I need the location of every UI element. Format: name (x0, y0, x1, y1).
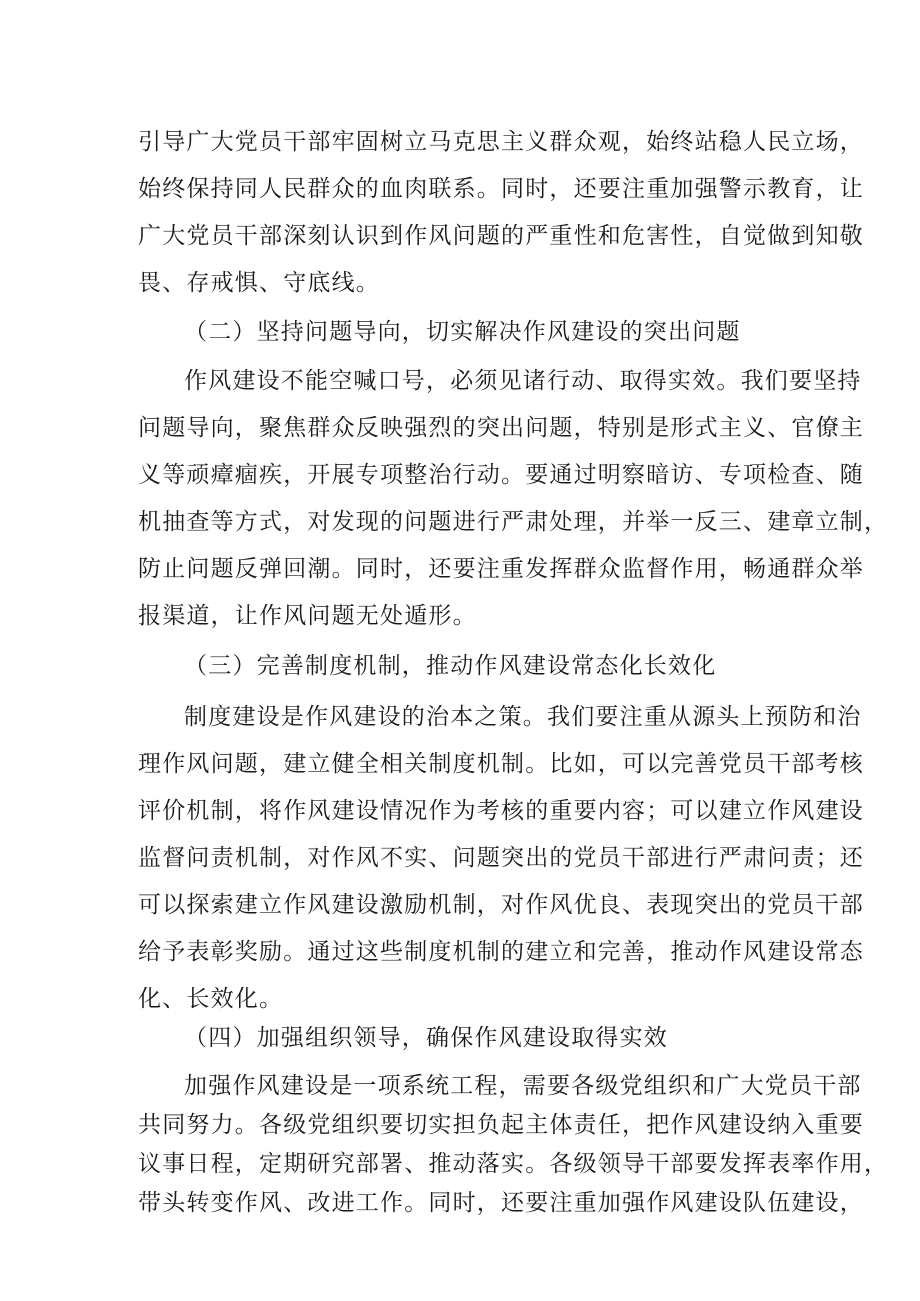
paragraph-3-line-3: 评价机制，将作风建设情况作为考核的重要内容；可以建立作风建设 (138, 798, 864, 824)
paragraph-3-line-6: 给予表彰奖励。通过这些制度机制的建立和完善，推动作风建设常态 (138, 939, 864, 965)
paragraph-2-line-1: 作风建设不能空喊口号，必须见诸行动、取得实效。我们要坚持 (184, 368, 862, 394)
paragraph-2-line-5: 防止问题反弹回潮。同时，还要注重发挥群众监督作用，畅通群众举 (138, 556, 864, 582)
paragraph-2-line-3: 义等顽瘴痼疾，开展专项整治行动。要通过明察暗访、专项检查、随 (138, 462, 864, 488)
section-heading-2: （二）坚持问题导向，切实解决作风建设的突出问题 (184, 319, 741, 345)
paragraph-1-line-3: 广大党员干部深刻认识到作风问题的严重性和危害性，自觉做到知敬 (138, 223, 864, 249)
paragraph-3-line-4: 监督问责机制，对作风不实、问题突出的党员干部进行严肃问责；还 (138, 845, 864, 871)
section-heading-4: （四）加强组织领导，确保作风建设取得实效 (184, 1025, 668, 1051)
paragraph-4-line-3: 议事日程，定期研究部署、推动落实。各级领导干部要发挥表率作用， (138, 1151, 889, 1177)
paragraph-1-line-4: 畏、存戒惧、守底线。 (138, 270, 380, 296)
paragraph-3-line-7: 化、长效化。 (138, 986, 284, 1012)
paragraph-2-line-2: 问题导向，聚焦群众反映强烈的突出问题，特别是形式主义、官僚主 (138, 415, 864, 441)
paragraph-4-line-2: 共同努力。各级党组织要切实担负起主体责任，把作风建设纳入重要 (138, 1112, 864, 1138)
paragraph-3-line-2: 理作风问题，建立健全相关制度机制。比如，可以完善党员干部考核 (138, 751, 864, 777)
paragraph-2-line-4: 机抽查等方式，对发现的问题进行严肃处理，并举一反三、建章立制， (138, 509, 889, 535)
section-heading-3: （三）完善制度机制，推动作风建设常态化长效化 (184, 653, 717, 679)
paragraph-4-line-4: 带头转变作风、改进工作。同时，还要注重加强作风建设队伍建设， (138, 1190, 864, 1216)
paragraph-4-line-1: 加强作风建设是一项系统工程，需要各级党组织和广大党员干部 (184, 1073, 862, 1099)
paragraph-1-line-1: 引导广大党员干部牢固树立马克思主义群众观，始终站稳人民立场， (138, 129, 864, 155)
paragraph-1-line-2: 始终保持同人民群众的血肉联系。同时，还要注重加强警示教育，让 (138, 176, 864, 202)
paragraph-2-line-6: 报渠道，让作风问题无处遁形。 (138, 603, 477, 629)
paragraph-3-line-5: 可以探索建立作风建设激励机制，对作风优良、表现突出的党员干部 (138, 892, 864, 918)
paragraph-3-line-1: 制度建设是作风建设的治本之策。我们要注重从源头上预防和治 (184, 704, 862, 730)
